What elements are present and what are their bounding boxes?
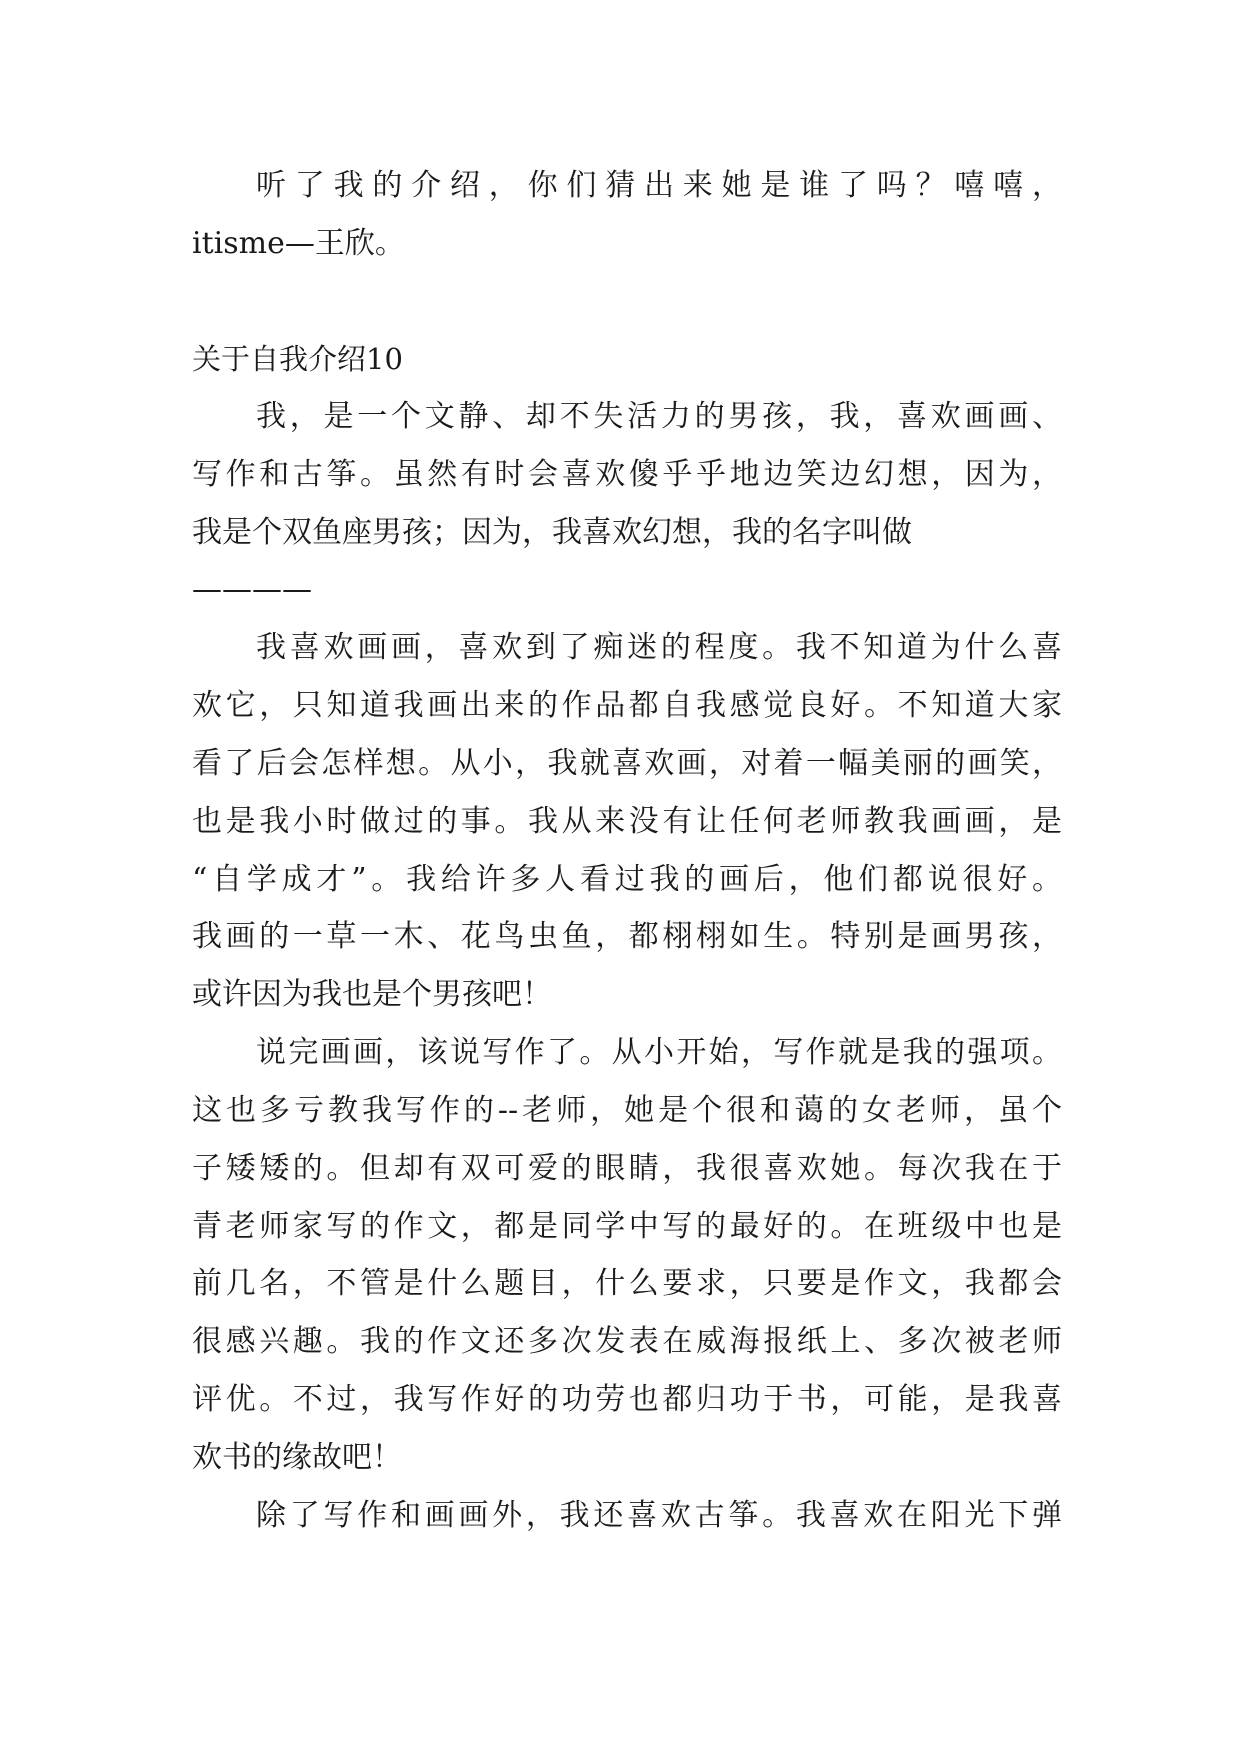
- paragraph-line: 也是我小时做过的事。我从来没有让任何老师教我画画，是: [192, 804, 1062, 839]
- paragraph-line: 欢它，只知道我画出来的作品都自我感觉良好。不知道大家: [192, 688, 1062, 723]
- paragraph-line: 子矮矮的。但却有双可爱的眼睛，我很喜欢她。每次我在于: [192, 1151, 1062, 1186]
- paragraph-line: 看了后会怎样想。从小，我就喜欢画，对着一幅美丽的画笑，: [192, 746, 1062, 781]
- paragraph-line: 我画的一草一木、花鸟虫鱼，都栩栩如生。特别是画男孩，: [192, 919, 1062, 954]
- paragraph-line: itisme—王欣。: [192, 226, 405, 261]
- paragraph-line: 前几名，不管是什么题目，什么要求，只要是作文，我都会: [192, 1266, 1062, 1301]
- paragraph-line: “自学成才”。我给许多人看过我的画后，他们都说很好。: [192, 862, 1062, 897]
- paragraph-line: 我，是一个文静、却不失活力的男孩，我，喜欢画画、: [256, 399, 1062, 434]
- paragraph-line: 很感兴趣。我的作文还多次发表在威海报纸上、多次被老师: [192, 1324, 1062, 1359]
- paragraph-line: 或许因为我也是个男孩吧！: [192, 977, 552, 1012]
- paragraph-line: 除了写作和画画外，我还喜欢古筝。我喜欢在阳光下弹: [256, 1498, 1062, 1533]
- section-heading: 关于自我介绍10: [192, 342, 403, 376]
- paragraph-line: ————: [192, 572, 312, 607]
- paragraph-line: 写作和古筝。虽然有时会喜欢傻乎乎地边笑边幻想，因为，: [192, 457, 1062, 492]
- paragraph-line: 欢书的缘故吧！: [192, 1440, 402, 1475]
- paragraph-line: 评优。不过，我写作好的功劳也都归功于书，可能，是我喜: [192, 1382, 1062, 1417]
- paragraph-line: 这也多亏教我写作的--老师，她是个很和蔼的女老师，虽个: [192, 1093, 1062, 1128]
- paragraph-line: 听了我的介绍，你们猜出来她是谁了吗？嘻嘻，: [256, 168, 1062, 203]
- paragraph-line: 青老师家写的作文，都是同学中写的最好的。在班级中也是: [192, 1209, 1062, 1244]
- paragraph-line: 我是个双鱼座男孩；因为，我喜欢幻想，我的名字叫做: [192, 515, 912, 550]
- paragraph-line: 我喜欢画画，喜欢到了痴迷的程度。我不知道为什么喜: [256, 630, 1062, 665]
- paragraph-line: 说完画画，该说写作了。从小开始，写作就是我的强项。: [256, 1035, 1062, 1070]
